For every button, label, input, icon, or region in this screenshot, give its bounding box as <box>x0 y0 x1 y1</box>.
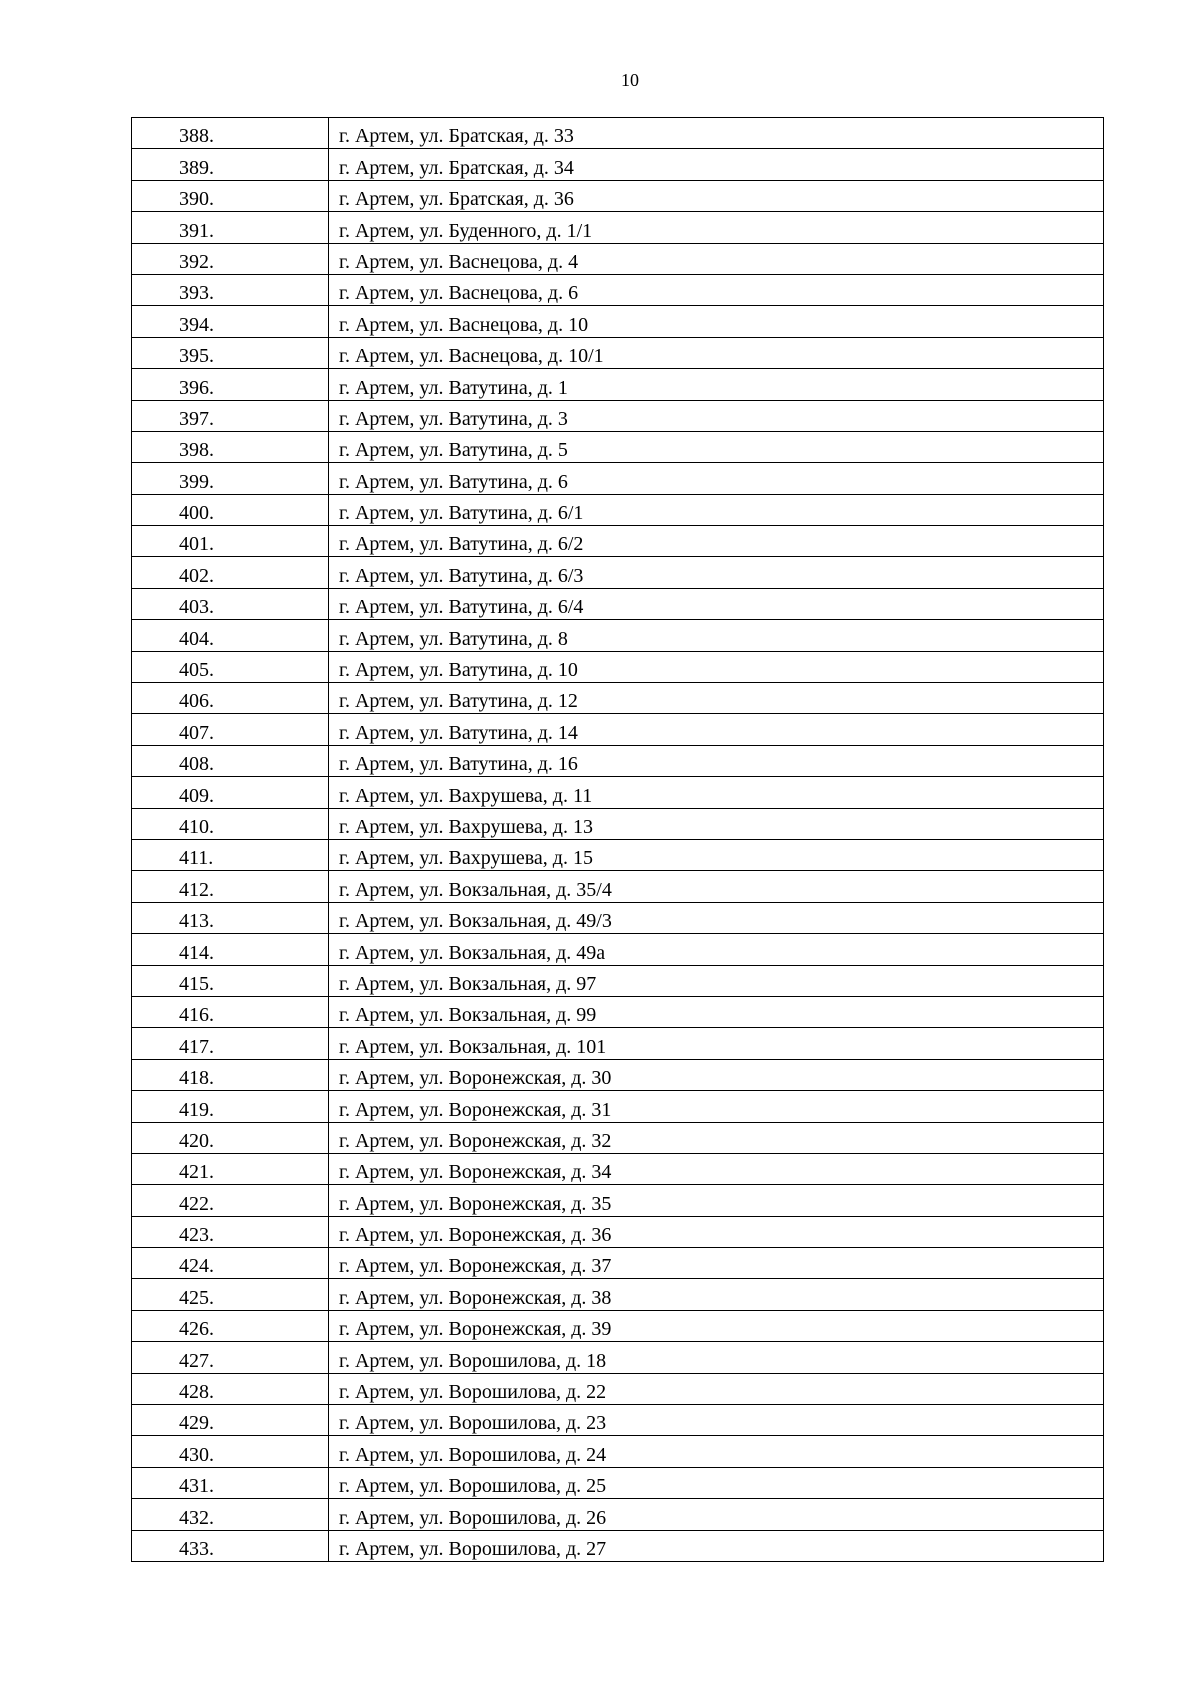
address-text: г. Артем, ул. Вокзальная, д. 49а <box>339 941 606 964</box>
table-row <box>132 1467 1104 1498</box>
row-number-cell <box>132 306 329 337</box>
row-number: 411. <box>179 847 214 870</box>
row-number-cell <box>132 1028 329 1059</box>
row-number-cell <box>132 683 329 714</box>
table-row <box>132 683 1104 714</box>
address-cell <box>329 306 1104 337</box>
row-number-cell <box>132 839 329 870</box>
row-number: 423. <box>179 1224 214 1247</box>
address-cell <box>329 745 1104 776</box>
address-cell <box>329 1405 1104 1436</box>
row-number: 424. <box>179 1255 214 1278</box>
row-number-cell <box>132 588 329 619</box>
address-cell <box>329 808 1104 839</box>
row-number-cell <box>132 871 329 902</box>
row-number: 398. <box>179 439 214 462</box>
address-cell <box>329 777 1104 808</box>
address-text: г. Артем, ул. Вокзальная, д. 49/3 <box>339 910 612 933</box>
address-text: г. Артем, ул. Вокзальная, д. 101 <box>339 1035 607 1058</box>
table-row <box>132 1405 1104 1436</box>
row-number-cell <box>132 149 329 180</box>
row-number: 393. <box>179 282 214 305</box>
address-text: г. Артем, ул. Ватутина, д. 6/3 <box>339 564 584 587</box>
address-cell <box>329 526 1104 557</box>
address-text: г. Артем, ул. Вокзальная, д. 99 <box>339 1004 597 1027</box>
row-number: 432. <box>179 1506 214 1529</box>
address-cell <box>329 274 1104 305</box>
row-number-cell <box>132 1185 329 1216</box>
row-number-cell <box>132 1216 329 1247</box>
address-cell <box>329 1342 1104 1373</box>
address-text: г. Артем, ул. Ватутина, д. 16 <box>339 753 578 776</box>
row-number: 427. <box>179 1349 214 1372</box>
table-row <box>132 745 1104 776</box>
row-number-cell <box>132 1436 329 1467</box>
address-cell <box>329 1310 1104 1341</box>
table-row <box>132 274 1104 305</box>
address-text: г. Артем, ул. Ватутина, д. 6/4 <box>339 596 584 619</box>
row-number: 404. <box>179 627 214 650</box>
row-number-cell <box>132 902 329 933</box>
row-number-cell <box>132 431 329 462</box>
row-number: 419. <box>179 1098 214 1121</box>
row-number: 407. <box>179 721 214 744</box>
row-number-cell <box>132 808 329 839</box>
address-text: г. Артем, ул. Братская, д. 34 <box>339 156 574 179</box>
address-cell <box>329 902 1104 933</box>
address-text: г. Артем, ул. Вокзальная, д. 97 <box>339 972 597 995</box>
row-number: 389. <box>179 156 214 179</box>
row-number: 430. <box>179 1443 214 1466</box>
address-text: г. Артем, ул. Воронежская, д. 35 <box>339 1192 612 1215</box>
row-number-cell <box>132 714 329 745</box>
row-number: 428. <box>179 1381 214 1404</box>
address-cell <box>329 1091 1104 1122</box>
table-row <box>132 777 1104 808</box>
address-text: г. Артем, ул. Воронежская, д. 39 <box>339 1318 612 1341</box>
row-number-cell <box>132 463 329 494</box>
row-number-cell <box>132 557 329 588</box>
row-number: 396. <box>179 376 214 399</box>
table-row <box>132 996 1104 1027</box>
address-cell <box>329 1216 1104 1247</box>
row-number-cell <box>132 1059 329 1090</box>
row-number: 388. <box>179 125 214 148</box>
address-cell <box>329 871 1104 902</box>
address-text: г. Артем, ул. Воронежская, д. 38 <box>339 1286 612 1309</box>
row-number: 406. <box>179 690 214 713</box>
address-text: г. Артем, ул. Ворошилова, д. 25 <box>339 1475 607 1498</box>
address-text: г. Артем, ул. Ватутина, д. 8 <box>339 627 568 650</box>
row-number-cell <box>132 651 329 682</box>
address-text: г. Артем, ул. Ватутина, д. 6/2 <box>339 533 584 556</box>
row-number-cell <box>132 934 329 965</box>
row-number: 421. <box>179 1161 214 1184</box>
address-cell <box>329 1248 1104 1279</box>
address-cell <box>329 934 1104 965</box>
page-number: 10 <box>621 70 639 90</box>
row-number-cell <box>132 1499 329 1530</box>
address-text: г. Артем, ул. Воронежская, д. 37 <box>339 1255 612 1278</box>
table-row <box>132 620 1104 651</box>
address-cell <box>329 1530 1104 1561</box>
address-cell <box>329 180 1104 211</box>
table-row <box>132 871 1104 902</box>
row-number: 413. <box>179 910 214 933</box>
table-row <box>132 180 1104 211</box>
table-row <box>132 337 1104 368</box>
table-row <box>132 714 1104 745</box>
table-row <box>132 431 1104 462</box>
address-text: г. Артем, ул. Ворошилова, д. 27 <box>339 1537 607 1560</box>
table-row <box>132 494 1104 525</box>
address-text: г. Артем, ул. Ватутина, д. 5 <box>339 439 568 462</box>
row-number: 394. <box>179 313 214 336</box>
table-row <box>132 1310 1104 1341</box>
address-cell <box>329 1279 1104 1310</box>
row-number-cell <box>132 965 329 996</box>
address-cell <box>329 337 1104 368</box>
address-text: г. Артем, ул. Ворошилова, д. 24 <box>339 1443 607 1466</box>
table-row <box>132 1122 1104 1153</box>
row-number-cell <box>132 996 329 1027</box>
address-cell <box>329 1059 1104 1090</box>
row-number-cell <box>132 180 329 211</box>
address-text: г. Артем, ул. Васнецова, д. 10 <box>339 313 589 336</box>
row-number: 425. <box>179 1286 214 1309</box>
address-cell <box>329 369 1104 400</box>
row-number: 392. <box>179 250 214 273</box>
row-number-cell <box>132 1153 329 1184</box>
row-number-cell <box>132 1122 329 1153</box>
row-number-cell <box>132 1310 329 1341</box>
row-number: 412. <box>179 878 214 901</box>
table-row <box>132 839 1104 870</box>
row-number-cell <box>132 212 329 243</box>
address-text: г. Артем, ул. Вахрушева, д. 13 <box>339 815 593 838</box>
address-text: г. Артем, ул. Ворошилова, д. 22 <box>339 1381 607 1404</box>
address-text: г. Артем, ул. Ватутина, д. 6/1 <box>339 502 584 525</box>
address-cell <box>329 714 1104 745</box>
address-text: г. Артем, ул. Воронежская, д. 31 <box>339 1098 612 1121</box>
address-cell <box>329 212 1104 243</box>
address-cell <box>329 839 1104 870</box>
table-row <box>132 1216 1104 1247</box>
address-cell <box>329 1153 1104 1184</box>
row-number-cell <box>132 1248 329 1279</box>
address-text: г. Артем, ул. Ворошилова, д. 23 <box>339 1412 607 1435</box>
row-number: 417. <box>179 1035 214 1058</box>
address-cell <box>329 1122 1104 1153</box>
table-row <box>132 1248 1104 1279</box>
table-row <box>132 588 1104 619</box>
row-number-cell <box>132 745 329 776</box>
row-number-cell <box>132 400 329 431</box>
address-text: г. Артем, ул. Васнецова, д. 6 <box>339 282 579 305</box>
address-table <box>131 117 1104 1562</box>
row-number: 400. <box>179 502 214 525</box>
row-number-cell <box>132 526 329 557</box>
address-cell <box>329 588 1104 619</box>
row-number-cell <box>132 1342 329 1373</box>
table-row <box>132 1059 1104 1090</box>
row-number-cell <box>132 243 329 274</box>
address-cell <box>329 1499 1104 1530</box>
row-number: 399. <box>179 470 214 493</box>
address-cell <box>329 1028 1104 1059</box>
address-text: г. Артем, ул. Васнецова, д. 10/1 <box>339 345 604 368</box>
row-number-cell <box>132 1467 329 1498</box>
row-number-cell <box>132 1279 329 1310</box>
row-number: 403. <box>179 596 214 619</box>
row-number-cell <box>132 777 329 808</box>
table-row <box>132 400 1104 431</box>
row-number: 414. <box>179 941 214 964</box>
table-row <box>132 808 1104 839</box>
row-number-cell <box>132 620 329 651</box>
address-text: г. Артем, ул. Буденного, д. 1/1 <box>339 219 593 242</box>
address-cell <box>329 557 1104 588</box>
address-text: г. Артем, ул. Ворошилова, д. 26 <box>339 1506 607 1529</box>
address-text: г. Артем, ул. Братская, д. 36 <box>339 188 574 211</box>
table-row <box>132 149 1104 180</box>
row-number: 402. <box>179 564 214 587</box>
address-cell <box>329 431 1104 462</box>
table-row <box>132 526 1104 557</box>
table-row <box>132 463 1104 494</box>
address-table-body <box>132 118 1104 1562</box>
address-text: г. Артем, ул. Воронежская, д. 34 <box>339 1161 612 1184</box>
row-number: 391. <box>179 219 214 242</box>
address-text: г. Артем, ул. Братская, д. 33 <box>339 125 574 148</box>
row-number: 408. <box>179 753 214 776</box>
address-text: г. Артем, ул. Ватутина, д. 12 <box>339 690 578 713</box>
table-row <box>132 1028 1104 1059</box>
address-cell <box>329 996 1104 1027</box>
row-number: 390. <box>179 188 214 211</box>
table-row <box>132 118 1104 149</box>
address-cell <box>329 683 1104 714</box>
row-number-cell <box>132 1530 329 1561</box>
table-row <box>132 1185 1104 1216</box>
address-cell <box>329 1436 1104 1467</box>
table-row <box>132 212 1104 243</box>
address-text: г. Артем, ул. Ватутина, д. 10 <box>339 659 578 682</box>
table-row <box>132 1153 1104 1184</box>
row-number-cell <box>132 274 329 305</box>
address-cell <box>329 118 1104 149</box>
table-row <box>132 1342 1104 1373</box>
row-number-cell <box>132 118 329 149</box>
table-row <box>132 651 1104 682</box>
row-number-cell <box>132 337 329 368</box>
row-number: 405. <box>179 659 214 682</box>
row-number: 395. <box>179 345 214 368</box>
table-row <box>132 1279 1104 1310</box>
table-row <box>132 1373 1104 1404</box>
address-text: г. Артем, ул. Ватутина, д. 3 <box>339 407 568 430</box>
address-text: г. Артем, ул. Ватутина, д. 6 <box>339 470 568 493</box>
row-number: 426. <box>179 1318 214 1341</box>
row-number: 415. <box>179 972 214 995</box>
address-text: г. Артем, ул. Вахрушева, д. 15 <box>339 847 593 870</box>
address-cell <box>329 1467 1104 1498</box>
address-text: г. Артем, ул. Вокзальная, д. 35/4 <box>339 878 612 901</box>
address-cell <box>329 965 1104 996</box>
table-row <box>132 1499 1104 1530</box>
table-row <box>132 1530 1104 1561</box>
address-text: г. Артем, ул. Ворошилова, д. 18 <box>339 1349 607 1372</box>
row-number: 397. <box>179 407 214 430</box>
row-number-cell <box>132 494 329 525</box>
row-number-cell <box>132 1091 329 1122</box>
address-cell <box>329 243 1104 274</box>
address-text: г. Артем, ул. Воронежская, д. 30 <box>339 1067 612 1090</box>
row-number: 416. <box>179 1004 214 1027</box>
address-text: г. Артем, ул. Ватутина, д. 1 <box>339 376 568 399</box>
row-number: 422. <box>179 1192 214 1215</box>
address-text: г. Артем, ул. Ватутина, д. 14 <box>339 721 578 744</box>
address-cell <box>329 463 1104 494</box>
address-text: г. Артем, ул. Вахрушева, д. 11 <box>339 784 593 807</box>
table-row <box>132 1091 1104 1122</box>
row-number: 410. <box>179 815 214 838</box>
row-number: 418. <box>179 1067 214 1090</box>
address-text: г. Артем, ул. Воронежская, д. 32 <box>339 1129 612 1152</box>
address-cell <box>329 400 1104 431</box>
address-text: г. Артем, ул. Воронежская, д. 36 <box>339 1224 612 1247</box>
table-row <box>132 557 1104 588</box>
address-cell <box>329 494 1104 525</box>
address-cell <box>329 1185 1104 1216</box>
table-row <box>132 934 1104 965</box>
row-number-cell <box>132 1373 329 1404</box>
row-number: 409. <box>179 784 214 807</box>
table-row <box>132 243 1104 274</box>
table-row <box>132 965 1104 996</box>
address-cell <box>329 620 1104 651</box>
row-number-cell <box>132 369 329 400</box>
address-cell <box>329 651 1104 682</box>
row-number-cell <box>132 1405 329 1436</box>
row-number: 420. <box>179 1129 214 1152</box>
table-row <box>132 902 1104 933</box>
row-number: 401. <box>179 533 214 556</box>
address-text: г. Артем, ул. Васнецова, д. 4 <box>339 250 579 273</box>
table-row <box>132 1436 1104 1467</box>
row-number: 433. <box>179 1537 214 1560</box>
address-cell <box>329 149 1104 180</box>
address-cell <box>329 1373 1104 1404</box>
table-row <box>132 306 1104 337</box>
row-number: 431. <box>179 1475 214 1498</box>
row-number: 429. <box>179 1412 214 1435</box>
table-row <box>132 369 1104 400</box>
